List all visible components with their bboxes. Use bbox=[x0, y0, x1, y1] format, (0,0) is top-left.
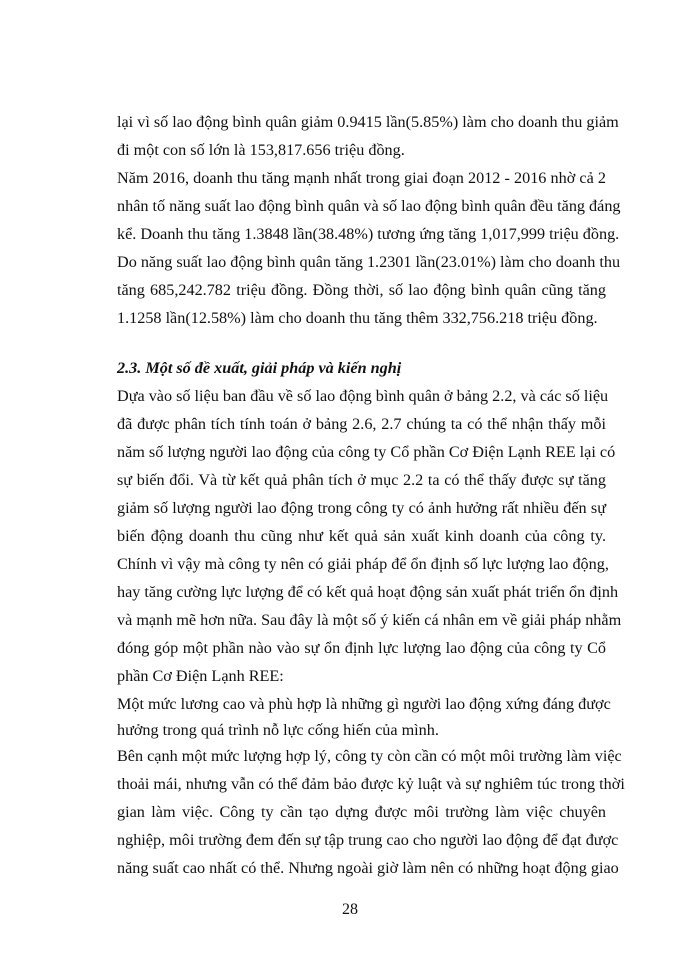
text-line: tăng 685,242.782 triệu đồng. Đồng thời, số lao động bình quân cũng tăng bbox=[117, 281, 606, 299]
text-line: năng suất cao nhất có thể. Nhưng ngoài giờ làm nên có những hoạt động giao bbox=[117, 859, 619, 877]
section-heading: 2.3. Một số đề xuất, giải pháp và kiến nghị bbox=[117, 359, 402, 377]
page-number: 28 bbox=[342, 901, 358, 918]
text-line: 1.1258 lần(12.58%) làm cho doanh thu tăng thêm 332,756.218 triệu đồng. bbox=[117, 309, 598, 327]
text-line: và mạnh mẽ hơn nữa. Sau đây là một số ý kiến cá nhân em về giải pháp nhằm bbox=[117, 611, 622, 629]
text-line: đã được phân tích tính toán ở bảng 2.6, 2.7 chúng ta có thể nhận thấy mỗi bbox=[117, 415, 606, 433]
text-line: Do năng suất lao động bình quân tăng 1.2301 lần(23.01%) làm cho doanh thu bbox=[117, 253, 621, 271]
text-line: nghiệp, môi trường đem đến sự tập trung cao cho người lao động để đạt được bbox=[117, 831, 619, 849]
text-line: biến động doanh thu cũng như kết quả sản xuất kinh doanh của công ty. bbox=[117, 527, 606, 545]
text-line: nhân tố năng suất lao động bình quân và số lao động bình quân đều tăng đáng bbox=[117, 197, 621, 215]
text-line: sự biến đổi. Và từ kết quả phân tích ở mục 2.2 ta có thể thấy được sự tăng bbox=[117, 471, 606, 489]
text-line: năm số lượng người lao động của công ty Cổ phần Cơ Điện Lạnh REE lại có bbox=[117, 443, 616, 461]
text-line: hay tăng cường lực lượng để có kết quả hoạt động sản xuất phát triển ổn định bbox=[117, 583, 619, 601]
text-line: giảm số lượng người lao động trong công ty có ảnh hưởng rất nhiều đến sự bbox=[117, 499, 606, 517]
text-line: đóng góp một phần nào vào sự ổn định lực lượng lao động của công ty Cổ bbox=[117, 639, 606, 657]
text-line: Dựa vào số liệu ban đầu về số lao động bình quân ở bảng 2.2, và các số liệu bbox=[117, 387, 609, 405]
text-line: thoải mái, nhưng vẫn có thể đảm bảo được kỷ luật và sự nghiêm túc trong thời bbox=[117, 775, 625, 793]
text-line: kể. Doanh thu tăng 1.3848 lần(38.48%) tương ứng tăng 1,017,999 triệu đồng. bbox=[117, 225, 620, 243]
text-line: đi một con số lớn là 153,817.656 triệu đồng. bbox=[117, 141, 405, 159]
text-line: lại vì số lao động bình quân giảm 0.9415 lần(5.85%) làm cho doanh thu giảm bbox=[117, 113, 619, 131]
text-line: Một mức lương cao và phù hợp là những gì người lao động xứng đáng được bbox=[117, 695, 611, 713]
text-line: gian làm việc. Công ty cần tạo dựng được môi trường làm việc chuyên bbox=[117, 803, 606, 821]
text-line: Năm 2016, doanh thu tăng mạnh nhất trong giai đoạn 2012 - 2016 nhờ cả 2 bbox=[117, 169, 606, 187]
text-line: hưởng trong quá trình nỗ lực cống hiến của mình. bbox=[117, 721, 439, 739]
text-line: Bên cạnh một mức lượng hợp lý, công ty còn cần có một môi trường làm việc bbox=[117, 747, 622, 765]
text-line: Chính vì vậy mà công ty nên có giải pháp để ổn định số lực lượng lao động, bbox=[117, 555, 609, 573]
text-line: phần Cơ Điện Lạnh REE: bbox=[117, 667, 284, 685]
